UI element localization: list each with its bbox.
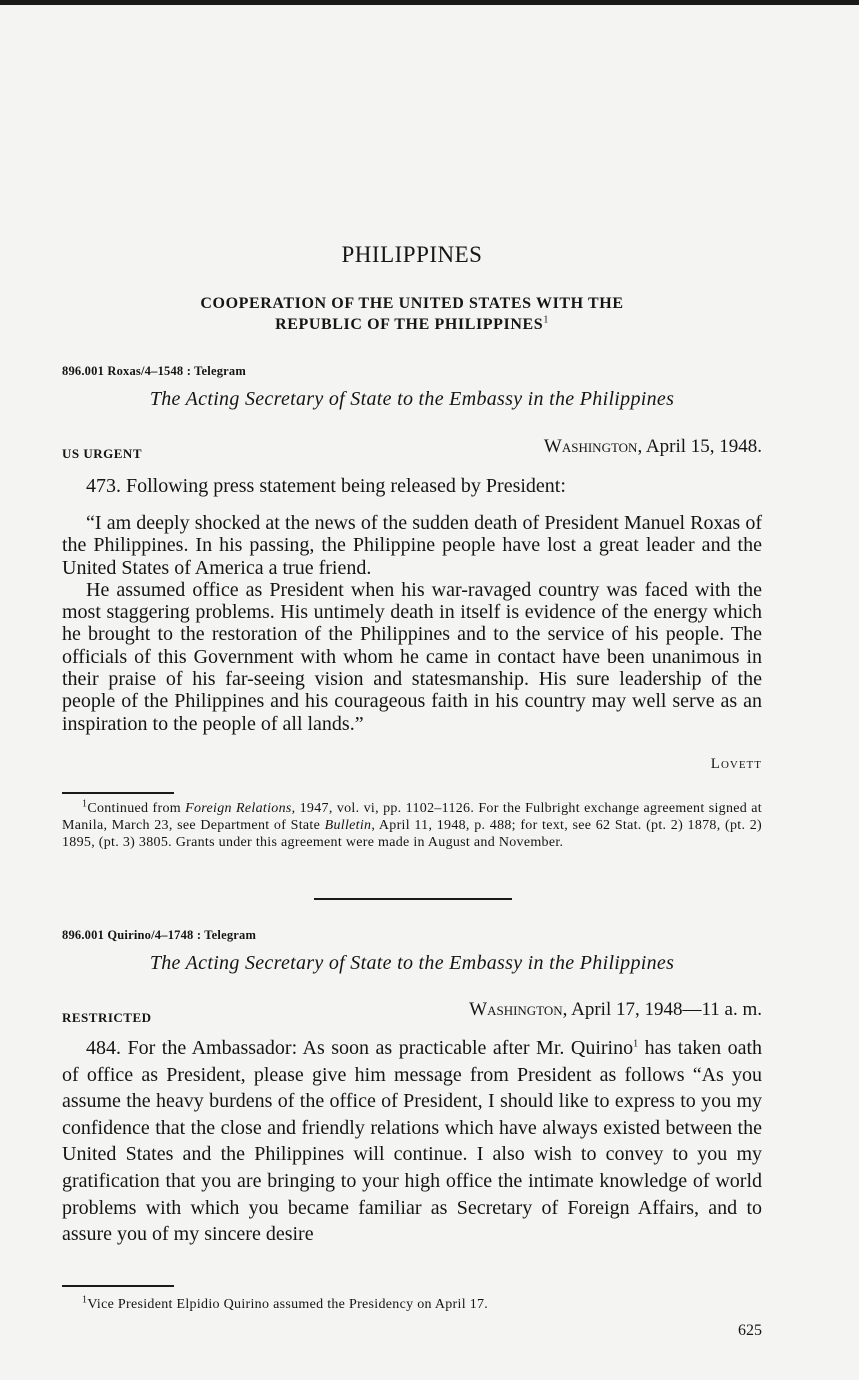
- footnote-1: [62, 800, 762, 851]
- footnote-marker: 1: [543, 314, 549, 326]
- doc1-classification: US URGENT: [62, 446, 142, 461]
- doc1-place-date: [544, 436, 762, 458]
- doc2-paragraph-1-b: has taken oath of office as President, please give him message from President as follows “As you assume the heavy burdens of the office of President, I should like to express to you my confidence that the close and friendly relations which have always existed between the United States and the Philippines will continue. I also wish to convey to you my gratification that you are bringing to your high office the intimate knowledge of world problems with which you became familiar as Secretary of Foreign Affairs, and to assure you of my sincere desire: [62, 1037, 763, 1246]
- doc2-date: , April 17, 1948—11 a. m.: [562, 999, 762, 1020]
- doc1-file-reference: 896.001 Roxas/4–1548 : Telegram: [62, 364, 246, 378]
- doc1-date: , April 15, 1948.: [637, 436, 762, 457]
- footnote-1-title-a: Foreign Relations: [185, 801, 292, 816]
- doc2-paragraph-1-a: 484. For the Ambassador: As soon as practicable after Mr. Quirino: [86, 1037, 634, 1059]
- footnote-1-text-c: , April 11, 1948, p. 488; for text, see 62 Stat. (pt. 2) 1878, (pt. 2) 1895, (pt. 3) 3805. Grants under this agreement were made in August and November.: [62, 818, 762, 850]
- footnote-1-text-a: Continued from: [87, 801, 186, 816]
- footnote-1-text-b: , 1947, vol. vi, pp. 1102–1126. For the Fulbright exchange agreement signed at Manila, March 23, see Department of State: [62, 801, 762, 833]
- doc2-place: Washington: [469, 999, 563, 1020]
- doc1-paragraph-1: 473. Following press statement being released by President:: [86, 475, 566, 497]
- top-edge-rule: [0, 0, 859, 5]
- footnote-1-marker: 1: [82, 798, 88, 810]
- footnote-1-title-b: Bulletin: [324, 818, 372, 833]
- doc1-paragraph-3: He assumed office as President when his war-ravaged country was faced with the most staggering problems. His untimely death in itself is evidence of the energy which he brought to the restoration of the Philippines and to the service of his people. The officials of this Government with whom he came in contact have been unanimous in their praise of his far-seeing vision and statesmanship. His sure leadership of the people of the Philippines and his courageous faith in his country may well serve as an inspiration to the people of all lands.”: [62, 578, 762, 735]
- doc2-classification: RESTRICTED: [62, 1010, 152, 1025]
- doc1-heading: The Acting Secretary of State to the Embassy in the Philippines: [149, 388, 675, 410]
- chapter-subtitle: [62, 293, 762, 335]
- subtitle-line-2: [62, 314, 762, 335]
- footnote-2: [62, 1296, 762, 1313]
- page-number: 625: [738, 1322, 762, 1339]
- footnote-rule: [62, 792, 174, 794]
- footnote-rule-2: [62, 1285, 174, 1287]
- doc2-paragraph-1: [62, 1035, 762, 1248]
- doc1-statement: [62, 512, 762, 735]
- doc1-place: Washington: [543, 436, 638, 457]
- doc2-heading: The Acting Secretary of State to the Embassy in the Philippines: [149, 952, 675, 974]
- section-title: PHILIPPINES: [341, 242, 483, 267]
- doc2-place-date: [469, 999, 762, 1021]
- footnote-2-marker: 1: [82, 1294, 88, 1306]
- doc1-signature: Lovett: [710, 756, 762, 772]
- doc2-footnote-marker: 1: [633, 1038, 639, 1050]
- subtitle-line-1: COOPERATION OF THE UNITED STATES WITH THE: [200, 295, 624, 312]
- doc1-body: [62, 473, 762, 499]
- footnote-2-text: Vice President Elpidio Quirino assumed the Presidency on April 17.: [87, 1297, 489, 1312]
- doc2-file-reference: 896.001 Quirino/4–1748 : Telegram: [62, 928, 257, 942]
- section-divider: [314, 898, 512, 900]
- doc1-paragraph-2: “I am deeply shocked at the news of the sudden death of President Manuel Roxas of the Philippines. In his passing, the Philippine people have lost a great leader and the United States of America a true friend.: [62, 512, 762, 579]
- doc2-body: [62, 1035, 762, 1248]
- subtitle-line-2-text: REPUBLIC OF THE PHILIPPINES: [275, 316, 544, 333]
